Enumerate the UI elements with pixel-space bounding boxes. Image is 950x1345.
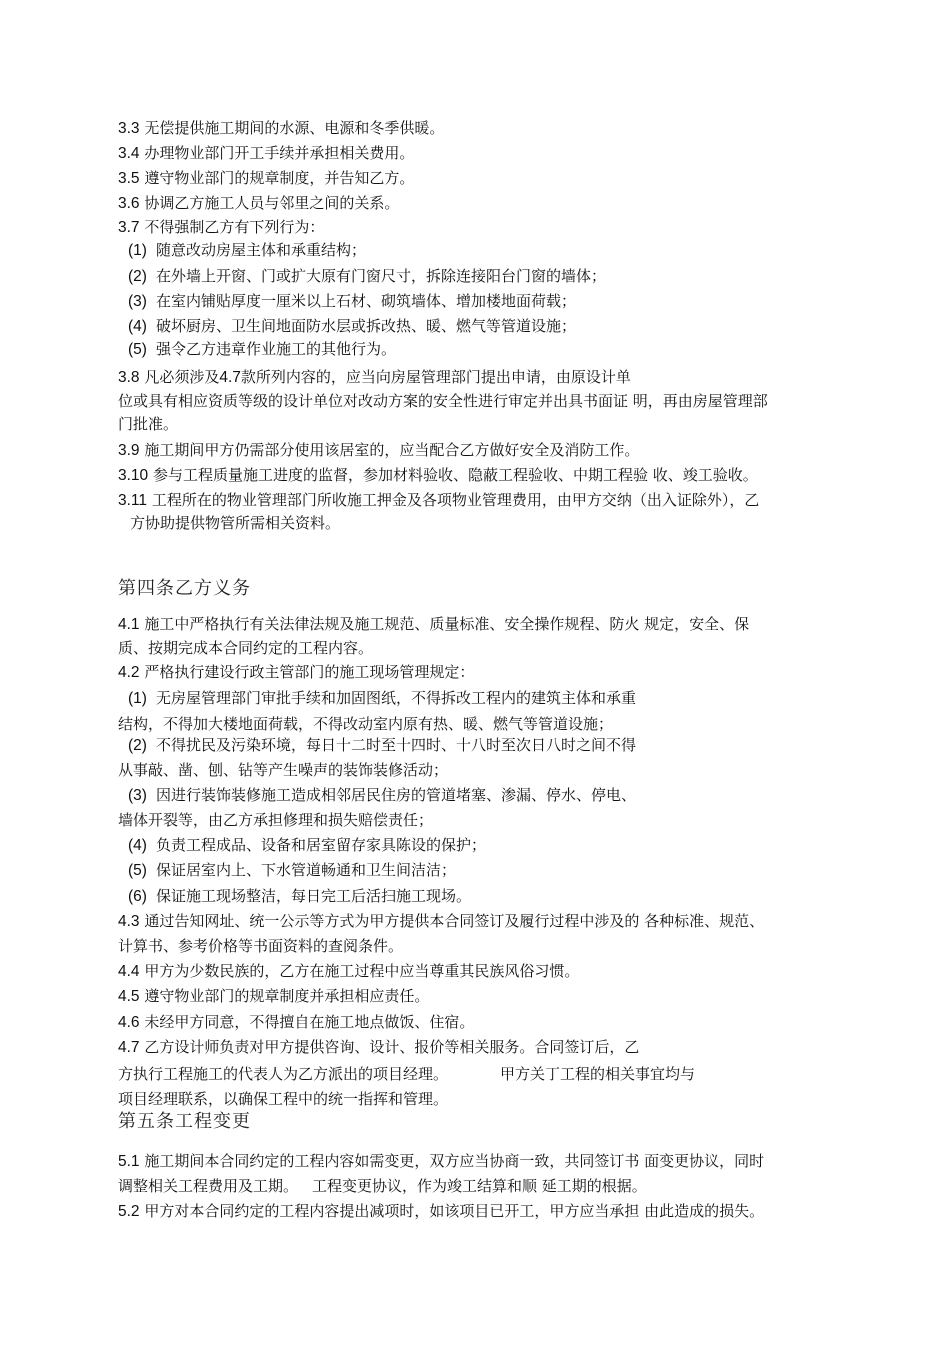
clause-3-8 (118, 367, 631, 388)
clause-3-5 (118, 168, 414, 189)
clause-number: 4.1 (118, 616, 140, 633)
clause-4-2-item-6 (118, 886, 471, 907)
clause-number: 3.10 (118, 467, 149, 484)
section-heading-4: 第四条乙方义务 (118, 578, 251, 599)
clause-number: 3.4 (118, 145, 140, 162)
clause-text: 甲方关丁工程的相关事宜均与 (500, 1065, 696, 1083)
clause-4-2-item-3 (118, 785, 636, 806)
clause-text: 甲方为少数民族的，乙方在施工过程中应当尊重其民族风俗习惯。 (144, 962, 580, 980)
clause-text: 无偿提供施工期间的水源、电源和冬季供暖。 (144, 119, 445, 137)
clause-number: 4.6 (118, 1014, 140, 1031)
clause-text: 施工期间甲方仍需部分使用该居室的，应当配合乙方做好安全及消防工作。 (144, 441, 640, 459)
clause-number: 4.4 (118, 963, 140, 980)
item-text: 保证居室内上、下水管道畅通和卫生间洁洁； (156, 861, 457, 879)
item-number: (2) (128, 268, 147, 285)
clause-3-6 (118, 193, 399, 214)
item-number: (2) (128, 737, 147, 754)
clause-4-5 (118, 986, 429, 1007)
clause-number: 3.11 (118, 492, 148, 509)
item-text: 随意改动房屋主体和承重结构； (156, 241, 367, 259)
clause-text: 工程所在的物业管理部门所收施工押金及各项物业管理费用，由甲方交纳（出入证除外），乙 (151, 491, 760, 509)
clause-4-2-item-1-cont: 结构，不得加大楼地面荷载，不得改动室内原有热、暖、燃气等管道设施； (118, 715, 614, 733)
clause-3-3 (118, 118, 444, 139)
clause-number: 3.6 (118, 195, 140, 212)
item-text: 在外墙上开窗、门或扩大原有门窗尺寸，拆除连接阳台门窗的墙体； (156, 267, 607, 285)
item-text: 因进行装饰装修施工造成相邻居民住房的管道堵塞、渗漏、停水、停电、 (156, 786, 637, 804)
clause-text: 款所列内容的，应当向房屋管理部门提出申请，由原设计单 (240, 368, 631, 386)
clause-5-1-line-2 (118, 1176, 647, 1196)
clause-3-7-item-3 (118, 291, 576, 312)
clause-4-1-line-2: 质、按期完成本合同约定的工程内容。 (118, 639, 374, 657)
item-number: (3) (128, 787, 147, 804)
clause-reference: 4.7 (219, 369, 241, 386)
clause-4-2-item-2-cont: 从事敲、凿、刨、钻等产生噪声的装饰装修活动； (118, 761, 449, 779)
clause-3-7-item-2 (118, 266, 606, 287)
clause-3-8-line-3: 门批准。 (118, 415, 179, 433)
clause-text: 严格执行建设行政主管部门的施工现场管理规定： (144, 663, 475, 681)
clause-text: 施工中严格执行有关法律法规及施工规范、质量标准、安全操作规程、防火 规定，安全、保 (144, 615, 750, 633)
clause-text: 乙方设计师负责对甲方提供咨询、设计、报价等相关服务。合同签订后，乙 (144, 1038, 640, 1056)
clause-4-2-item-3-cont: 墙体开裂等，由乙方承担修理和损失赔偿责任； (118, 811, 434, 829)
item-number: (5) (128, 862, 147, 879)
item-number: (6) (128, 888, 147, 905)
clause-text: 不得强制乙方有下列行为： (144, 218, 325, 236)
section-heading-5: 第五条工程变更 (118, 1111, 251, 1132)
clause-3-4 (118, 143, 414, 164)
clause-text: 调整相关工程费用及工期。 (118, 1177, 299, 1195)
clause-text: 办理物业部门开工手续并承担相关费用。 (144, 144, 415, 162)
item-text: 在室内铺贴厚度一厘米以上石材、砌筑墙体、增加楼地面荷载； (156, 292, 577, 310)
clause-3-11-line-2: 方协助提供物管所需相关资料。 (130, 514, 341, 532)
item-number: (1) (128, 690, 147, 707)
clause-3-7-item-5 (118, 339, 396, 360)
item-text: 不得扰民及污染环境，每日十二时至十四时、十八时至次日八时之间不得 (156, 736, 637, 754)
item-number: (3) (128, 293, 147, 310)
clause-text: 遵守物业部门的规章制度，并告知乙方。 (144, 169, 415, 187)
clause-text: 工程变更协议，作为竣工结算和顺 延工期的根据。 (312, 1177, 647, 1195)
item-text: 无房屋管理部门审批手续和加固图纸，不得拆改工程内的建筑主体和承重 (156, 689, 637, 707)
clause-4-2-item-4 (118, 835, 486, 856)
clause-number: 4.5 (118, 988, 140, 1005)
clause-3-7-item-1 (118, 240, 366, 261)
clause-4-2-item-5 (118, 860, 456, 881)
clause-4-4 (118, 961, 579, 982)
clause-number: 3.5 (118, 170, 140, 187)
clause-text: 参与工程质量施工进度的监督，参加材料验收、隐蔽工程验收、中期工程验 收、竣工验收。 (152, 466, 758, 484)
item-number: (1) (128, 242, 147, 259)
clause-4-3 (118, 911, 764, 932)
clause-4-7-line-2 (118, 1064, 695, 1084)
clause-text: 协调乙方施工人员与邻里之间的关系。 (144, 194, 400, 212)
clause-number: 3.8 (118, 369, 140, 386)
clause-text: 甲方对本合同约定的工程内容提出减项时，如该项目已开工，甲方应当承担 由此造成的损失。 (144, 1202, 765, 1220)
item-text: 负责工程成品、设备和居室留存家具陈设的保护； (156, 836, 487, 854)
item-text: 保证施工现场整洁，每日完工后活扫施工现场。 (156, 887, 472, 905)
item-text: 强令乙方违章作业施工的其他行为。 (156, 340, 397, 358)
clause-4-7-line-3: 项目经理联系，以确保工程中的统一指挥和管理。 (118, 1090, 449, 1108)
clause-3-7-item-4 (118, 316, 576, 337)
clause-number: 3.3 (118, 120, 140, 137)
clause-4-7 (118, 1037, 639, 1058)
clause-number: 4.2 (118, 664, 140, 681)
clause-text: 通过告知网址、统一公示等方式为甲方提供本合同签订及履行过程中涉及的 各种标准、规范、 (144, 912, 765, 930)
clause-4-2 (118, 662, 474, 683)
clause-4-3-line-2: 计算书、参考价格等书面资料的查阅条件。 (118, 937, 404, 955)
clause-5-2 (118, 1201, 764, 1222)
clause-number: 5.1 (118, 1153, 140, 1170)
item-number: (5) (128, 341, 147, 358)
clause-text: 遵守物业部门的规章制度并承担相应责任。 (144, 987, 430, 1005)
clause-5-1 (118, 1151, 764, 1172)
clause-4-2-item-2 (118, 735, 636, 756)
clause-text: 未经甲方同意，不得擅自在施工地点做饭、住宿。 (144, 1013, 475, 1031)
clause-text: 方执行工程施工的代表人为乙方派出的项目经理。 (118, 1065, 449, 1083)
clause-3-10 (118, 465, 758, 486)
clause-4-2-item-1 (118, 688, 636, 709)
item-text: 破坏厨房、卫生间地面防水层或拆改热、暖、燃气等管道设施； (156, 317, 577, 335)
clause-3-8-line-2: 位或具有相应资质等级的设计单位对改动方案的安全性进行审定并出具书面证 明，再由房屋管理部 (118, 392, 768, 410)
clause-number: 4.7 (118, 1039, 140, 1056)
clause-text: 凡必须涉及 (144, 368, 220, 386)
clause-number: 3.9 (118, 442, 140, 459)
clause-number: 5.2 (118, 1203, 140, 1220)
clause-number: 3.7 (118, 219, 140, 236)
clause-number: 4.3 (118, 913, 140, 930)
item-number: (4) (128, 837, 147, 854)
clause-text: 施工期间本合同约定的工程内容如需变更，双方应当协商一致，共同签订书 面变更协议，同时 (144, 1152, 765, 1170)
clause-3-9 (118, 440, 639, 461)
clause-4-1 (118, 614, 749, 635)
clause-4-6 (118, 1012, 474, 1033)
item-number: (4) (128, 318, 147, 335)
clause-3-11 (118, 490, 759, 511)
clause-3-7 (118, 217, 324, 238)
